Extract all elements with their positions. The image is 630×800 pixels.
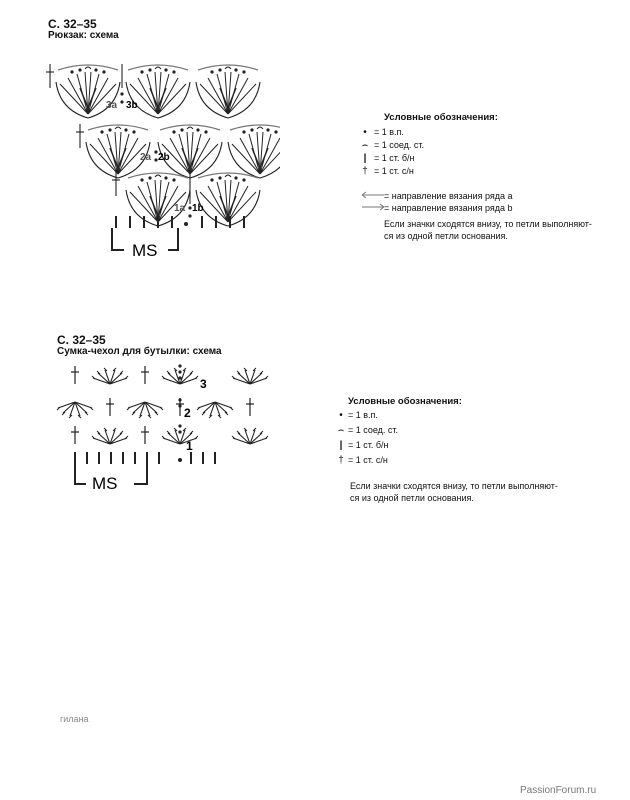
footer-left: гилана [60,714,89,724]
legend-item: † = 1 ст. с/н [362,166,414,177]
legend-heading-2: Условные обозначения: [348,396,462,407]
arrow-right-icon [362,204,384,210]
page-ref-2: С. 32–35 [57,333,106,347]
row-label-2: 2 [184,406,191,420]
ms-label-2: MS [92,474,118,493]
row-label-2a: 2a [140,152,152,163]
bottle-bag-chart [50,360,290,495]
note-2a: Если значки сходятся внизу, то петли выполняют- [350,481,558,491]
title-1: Рюкзак: схема [48,30,119,41]
note-2b: ся из одной петли основания. [350,493,474,503]
legend-list-2 [334,408,398,468]
legend-list-1 [356,126,424,178]
arrow-a-text: = направление вязания ряда a [384,191,513,201]
row-label-3: 3 [200,377,207,391]
row-label-1a: 1a [174,203,186,214]
note-1a: Если значки сходятся внизу, то петли выполняют- [384,219,592,229]
note-1b: ся из одной петли основания. [384,231,508,241]
row-label-2b: 2b [158,152,170,163]
legend-item: | = 1 ст. б/н [363,153,415,164]
row-label-1: 1 [186,439,193,453]
legend-heading-1: Условные обозначения: [384,112,498,123]
legend-item: • = 1 в.п. [363,127,404,138]
legend-item: ⌢ = 1 соед. ст. [337,425,399,436]
legend-item: ⌢ = 1 соед. ст. [361,140,425,151]
title-2: Сумка-чехол для бутылки: схема [57,346,222,357]
legend-item: • = 1 в.п. [339,410,378,421]
arrow-left-icon [362,192,384,198]
row-label-3b: 3b [126,100,138,111]
page-ref-1: С. 32–35 [48,17,97,31]
row-label-1b: 1b [192,203,204,214]
backpack-chart [40,44,280,264]
arrow-b-text: = направление вязания ряда b [384,203,513,213]
ms-label-1: MS [132,241,158,260]
legend-item: | = 1 ст. б/н [339,440,389,451]
watermark: PassionForum.ru [520,785,597,796]
legend-item: † = 1 ст. с/н [338,455,388,466]
row-label-3a: 3a [106,100,118,111]
